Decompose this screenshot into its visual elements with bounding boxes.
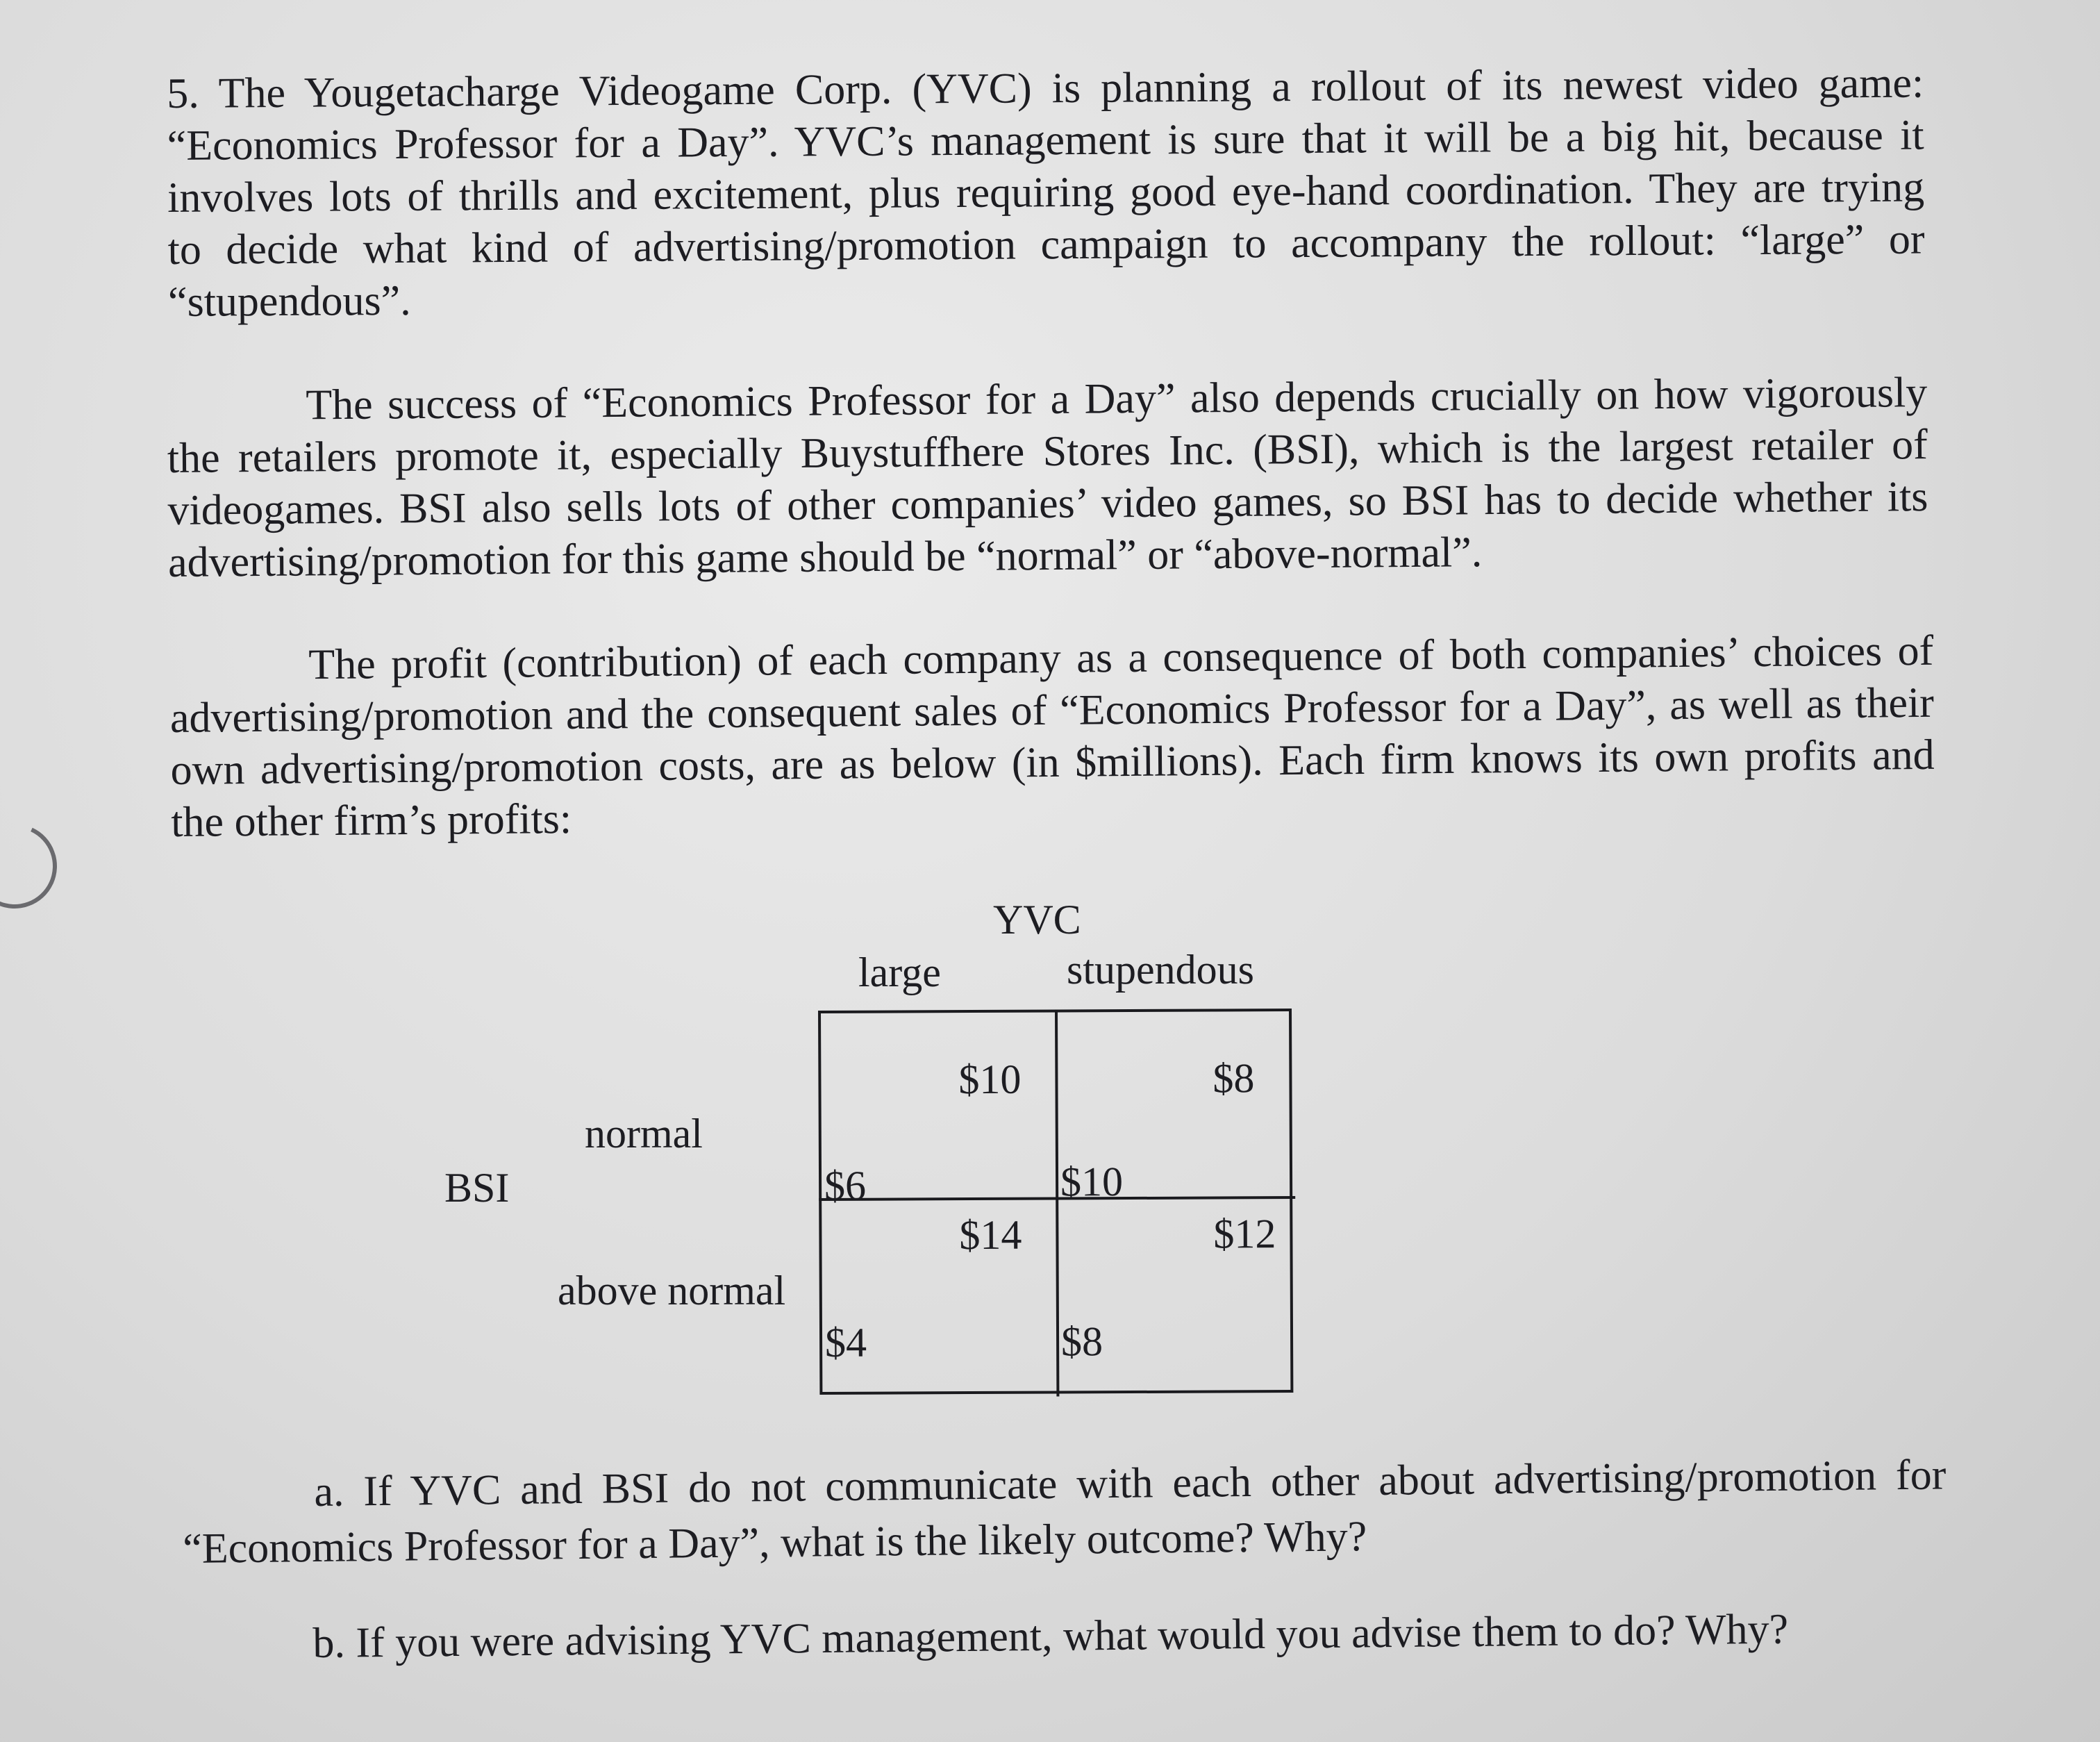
column-player-label: YVC xyxy=(993,897,1081,943)
paragraph-line: “Economics Professor for a Day”. YVC’s management is sure that it will be a big hit, because it xyxy=(167,111,1924,169)
row-label-above-normal: above normal xyxy=(558,1268,786,1313)
paragraph-line: videogames. BSI also sells lots of other companies’ video games, so BSI has to decide whether its xyxy=(167,473,1928,534)
paragraph-line: The profit (contribution) of each company as a consequence of both companies’ choices of xyxy=(308,627,1934,689)
payoff-above-stupendous-yvc: $12 xyxy=(1213,1211,1276,1257)
paragraph-line: 5. The Yougetacharge Videogame Corp. (YVC) is planning a rollout of its newest video game: xyxy=(167,59,1924,117)
row-label-normal: normal xyxy=(585,1111,703,1156)
matrix-divider-vertical xyxy=(1055,1009,1059,1396)
question-a xyxy=(182,1447,1947,1577)
payoff-above-large-yvc: $14 xyxy=(959,1211,1022,1259)
question-line: “Economics Professor for a Day”, what is the likely outcome? Why? xyxy=(182,1513,1367,1573)
payoff-matrix xyxy=(818,1009,1293,1395)
binder-ring-mark xyxy=(0,812,69,920)
paragraph-line: “stupendous”. xyxy=(167,276,411,326)
payoff-above-stupendous-bsi: $8 xyxy=(1060,1318,1103,1365)
paragraph-line: the other firm’s profits: xyxy=(170,795,572,846)
profit-paragraph xyxy=(169,625,1935,849)
paragraph-line: involves lots of thrills and excitement, plus requiring good eye-hand coordination. They are trying xyxy=(167,163,1925,222)
problem-intro-paragraph xyxy=(167,58,1925,329)
paragraph-line: to decide what kind of advertising/promotion campaign to accompany the rollout: “large” or xyxy=(167,215,1925,274)
paragraph-line: advertising/promotion for this game should be “normal” or “above-normal”. xyxy=(167,529,1483,586)
column-label-stupendous: stupendous xyxy=(1067,947,1254,993)
payoff-normal-stupendous-bsi: $10 xyxy=(1060,1159,1124,1205)
payoff-above-large-bsi: $4 xyxy=(824,1319,867,1366)
paragraph-line: the retailers promote it, especially Buystuffhere Stores Inc. (BSI), which is the largest retailer of xyxy=(167,421,1928,482)
paragraph-line: advertising/promotion and the consequent sales of “Economics Professor for a Day”, as well as their xyxy=(169,679,1935,742)
paragraph-line: The success of “Economics Professor for a Day” also depends crucially on how vigorously xyxy=(306,369,1928,429)
retailer-paragraph xyxy=(167,367,1928,589)
payoff-normal-large-bsi: $6 xyxy=(824,1162,867,1209)
payoff-normal-stupendous-yvc: $8 xyxy=(1212,1055,1255,1102)
payoff-normal-large-yvc: $10 xyxy=(958,1056,1022,1103)
column-label-large: large xyxy=(858,949,941,995)
question-line: a. If YVC and BSI do not communicate with each other about advertising/promotion for xyxy=(314,1451,1947,1516)
row-player-label: BSI xyxy=(444,1165,510,1211)
question-b: b. If you were advising YVC management, what would you advise them to do? Why? xyxy=(312,1605,1789,1667)
paragraph-line: own advertising/promotion costs, are as below (in $millions). Each firm knows its own profits and xyxy=(170,731,1935,794)
